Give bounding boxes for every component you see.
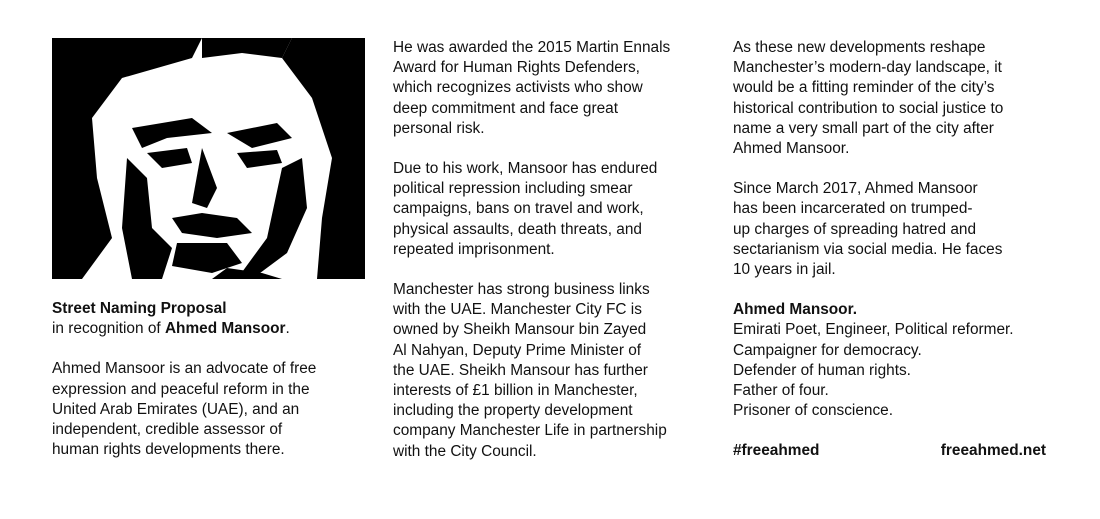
hashtag[interactable]: #freeahmed (733, 442, 820, 460)
text-line: personal risk. (393, 119, 485, 137)
bio-line: Father of four. (733, 382, 829, 400)
bio-block (733, 300, 1053, 421)
proposal-title: Street Naming Proposal (52, 300, 227, 317)
text-line: with the City Council. (393, 442, 537, 460)
recognition-suffix: . (285, 320, 290, 338)
text-line: political repression including smear (393, 180, 633, 198)
text-line: up charges of spreading hatred and (733, 220, 977, 238)
text-line: Manchester’s modern-day landscape, it (733, 59, 1002, 77)
text-line: expression and peaceful reform in the (52, 380, 310, 398)
text-line: has been incarcerated on trumped- (733, 200, 973, 218)
recognition-name: Ahmed Mansoor (164, 320, 286, 338)
manchester-paragraph (393, 280, 713, 462)
text-line: the UAE. Sheikh Mansour has further (393, 361, 648, 379)
footer-links (733, 441, 1046, 461)
heading-block (52, 299, 372, 339)
text-line: Since March 2017, Ahmed Mansoor (733, 180, 978, 198)
text-line: He was awarded the 2015 Martin Ennals (393, 39, 671, 56)
bio-name: Ahmed Mansoor. (733, 301, 857, 319)
text-line: Award for Human Rights Defenders, (393, 59, 640, 77)
text-line: United Arab Emirates (UAE), and an (52, 400, 300, 418)
column-right (733, 38, 1053, 462)
portrait-illustration (52, 38, 365, 279)
bio-line: Defender of human rights. (733, 361, 911, 379)
text-line: Ahmed Mansoor is an advocate of free (52, 360, 317, 378)
column-middle (393, 38, 713, 482)
text-line: would be a fitting reminder of the city’s (733, 79, 995, 97)
text-line: deep commitment and face great (393, 99, 618, 117)
text-line: Due to his work, Mansoor has endured (393, 160, 658, 178)
text-line: with the UAE. Manchester City FC is (393, 301, 642, 319)
text-line: campaigns, bans on travel and work, (393, 200, 644, 218)
text-line: As these new developments reshape (733, 39, 986, 56)
text-line: including the property development (393, 402, 633, 420)
text-line: name a very small part of the city after (733, 119, 994, 137)
text-line: repeated imprisonment. (393, 240, 555, 258)
text-line: Al Nahyan, Deputy Prime Minister of (393, 341, 642, 359)
award-paragraph (393, 38, 713, 139)
bio-line: Campaigner for democracy. (733, 341, 922, 359)
bio-line: Prisoner of conscience. (733, 402, 893, 420)
text-line: Ahmed Mansoor. (733, 140, 850, 158)
text-line: company Manchester Life in partnership (393, 422, 667, 440)
text-line: 10 years in jail. (733, 261, 836, 279)
incarceration-paragraph (733, 179, 1053, 280)
text-line: owned by Sheikh Mansour bin Zayed (393, 321, 647, 339)
reminder-paragraph (733, 38, 1053, 159)
recognition-prefix: in recognition of (52, 320, 165, 338)
text-line: physical assaults, death threats, and (393, 220, 642, 238)
column-left (52, 38, 372, 480)
repression-paragraph (393, 159, 713, 260)
text-line: human rights developments there. (52, 441, 285, 459)
text-line: historical contribution to social justice to (733, 99, 1004, 117)
text-line: Manchester has strong business links (393, 281, 650, 299)
text-line: which recognizes activists who show (393, 79, 643, 97)
recognition-line (52, 319, 372, 339)
text-line: sectarianism via social media. He faces (733, 240, 1003, 258)
bio-line: Emirati Poet, Engineer, Political reformer. (733, 321, 1014, 339)
text-line: interests of £1 billion in Manchester, (393, 382, 638, 400)
website-link[interactable]: freeahmed.net (940, 442, 1046, 460)
text-line: independent, credible assessor of (52, 421, 283, 439)
intro-paragraph (52, 359, 372, 460)
